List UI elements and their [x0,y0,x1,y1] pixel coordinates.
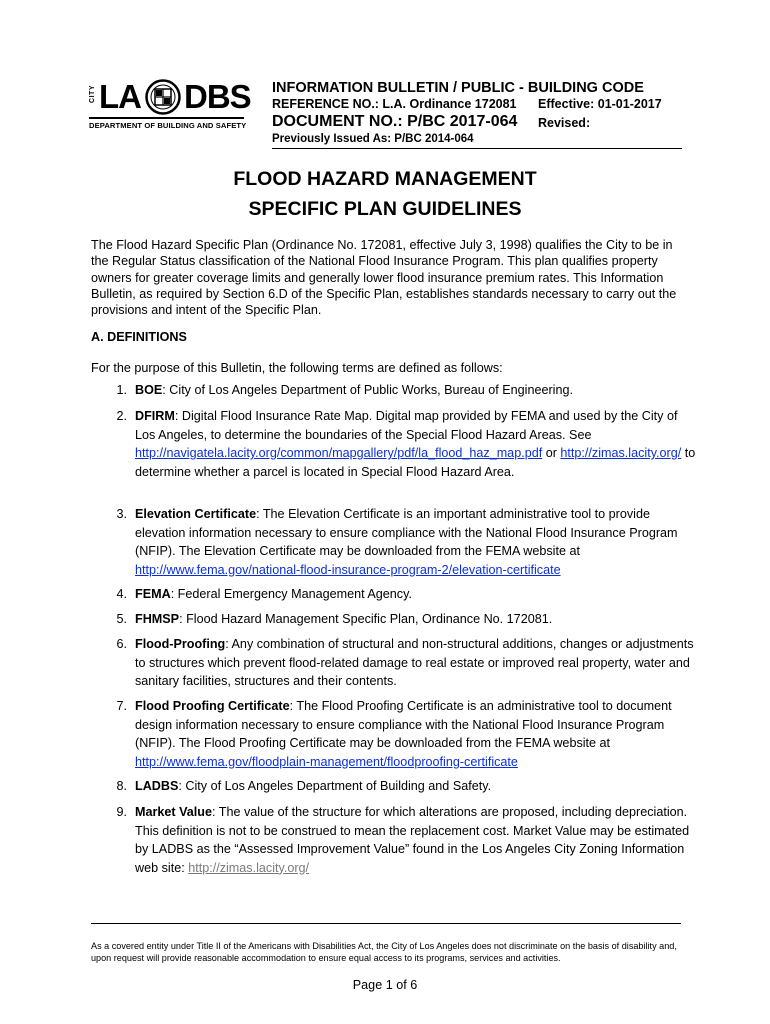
zimas-website-link[interactable]: http://zimas.lacity.org/ [188,860,310,875]
definition-term: BOE [135,383,163,397]
definition-number: 3. [116,507,127,521]
document-title-line2: SPECIFIC PLAN GUIDELINES [248,198,522,220]
definitions-lead: For the purpose of this Bulletin, the following terms are defined as follows: [91,361,503,375]
definition-item [111,635,696,691]
definition-item [111,610,696,629]
definition-text: : Federal Emergency Management Agency. [170,587,412,601]
document-title-line1: FLOOD HAZARD MANAGEMENT [233,168,537,190]
definition-item [111,697,696,771]
ada-notice: As a covered entity under Title II of the Americans with Disabilities Act, the City of Los Angeles does not discriminate on the basis of disability and, upon request will provide reasonable accommodation to ensure equal access to its programs, services and activities. [91,941,677,963]
definition-item [111,803,696,877]
definition-term: Market Value [135,805,213,819]
definition-text: : City of Los Angeles Department of Public Works, Bureau of Engineering. [162,383,573,397]
definition-item [111,505,696,579]
definition-number: 9. [116,805,127,819]
ladbs-logo [86,77,251,139]
floodproofing-certificate-link[interactable]: http://www.fema.gov/floodplain-management/floodproofing-certificate [135,754,518,769]
definition-text: : Flood Hazard Management Specific Plan, Ordinance No. 172081. [179,612,553,626]
definition-text-tail: to determine whether a parcel is located in Special Flood Hazard Area. [135,446,696,479]
definition-term: FHMSP [135,612,180,626]
footer-divider [91,923,681,924]
definition-text: : Any combination of structural and non-structural additions, changes or adjustments to structures which prevent flood-related damage to real estate or improved real property, water and sanitary facilities, structures and their contents. [135,637,694,688]
document-number: DOCUMENT NO.: P/BC 2017-064 [272,113,518,130]
definition-item [111,777,696,796]
logo-rule [89,117,244,119]
definition-term: Flood-Proofing [135,637,226,651]
dfirm-map-link[interactable]: http://navigatela.lacity.org/common/mapgallery/pdf/la_flood_haz_map.pdf [135,446,543,460]
definition-item [111,585,696,604]
logo-city-word: CITY [89,85,96,103]
city-seal-icon [145,79,181,115]
header-divider [272,148,682,149]
definition-text: : Digital Flood Insurance Rate Map. Digital map provided by FEMA and used by the City of Los Angeles, to determine the boundaries of the Special Flood Hazard Areas. See [135,409,678,442]
logo-dbs: DBS [184,78,251,115]
definition-text: : City of Los Angeles Department of Building and Safety. [178,779,492,793]
definition-number: 1. [116,383,127,397]
definition-number: 2. [116,409,127,423]
intro-paragraph: The Flood Hazard Specific Plan (Ordinance No. 172081, effective July 3, 1998) qualifies the City to be in the Regular Status classification of the National Flood Insurance Program. This plan qualifies property owners for greater coverage limits and generally lower flood insurance premium rates. This Information Bulletin, as required by Section 6.D of the Specific Plan, establishes standards necessary to carry out the provisions and intent of the Specific Plan. [91,238,677,318]
definition-number: 5. [116,612,127,626]
definition-number: 4. [116,587,127,601]
definition-item [111,407,696,481]
logo-department: DEPARTMENT OF BUILDING AND SAFETY [89,121,247,130]
definition-term: Flood Proofing Certificate [135,699,290,713]
definition-number: 8. [116,779,127,793]
reference-number: REFERENCE NO.: L.A. Ordinance 172081 [272,97,517,111]
elevation-certificate-link[interactable]: http://www.fema.gov/national-flood-insurance-program-2/elevation-certificate [135,562,561,577]
definition-item [111,381,696,400]
definition-text: : The value of the structure for which alterations are proposed, including depreciation. This definition is not to be construed to mean the replacement cost. Market Value may be estimated by LADBS as the “Assessed Improvement Value” found in the Los Angeles City Zoning Information web site: [135,805,690,875]
zimas-link[interactable]: http://zimas.lacity.org/ [560,446,682,460]
definition-number: 7. [116,699,127,713]
definition-term: LADBS [135,779,179,793]
definition-text-mid: or [542,446,561,460]
definition-term: DFIRM [135,409,175,423]
definition-term: Elevation Certificate [135,507,257,521]
effective-date: Effective: 01-01-2017 [538,97,662,111]
definition-term: FEMA [135,587,171,601]
definition-text: : The Elevation Certificate is an important administrative tool to provide elevation information necessary to ensure compliance with the National Flood Insurance Program (NFIP). The Elevation Certificate may be downloaded from the FEMA website at [135,507,678,558]
definition-number: 6. [116,637,127,651]
previously-issued: Previously Issued As: P/BC 2014-064 [272,133,474,145]
definition-text: : The Flood Proofing Certificate is an administrative tool to document design information necessary to ensure compliance with the National Flood Insurance Program (NFIP). The Flood Proofing Certificate may be downloaded from the FEMA website at [135,699,672,750]
page-number: Page 1 of 6 [352,978,418,992]
logo-la: LA [99,78,141,115]
section-heading-definitions: A. DEFINITIONS [91,330,187,344]
revised-label: Revised: [538,116,591,130]
bulletin-type: INFORMATION BULLETIN / PUBLIC - BUILDING CODE [272,80,644,96]
